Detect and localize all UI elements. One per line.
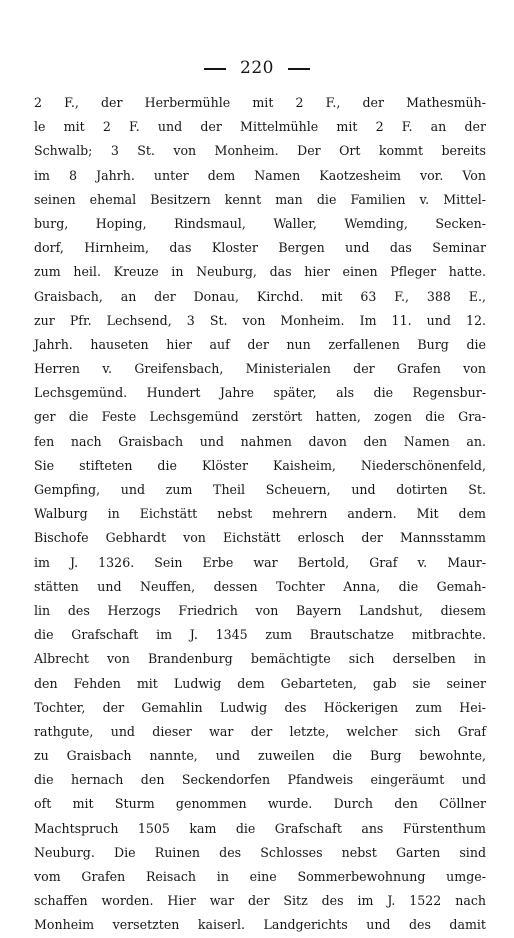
text-line: Bischofe Gebhardt von Eichstätt erlosch der Mannsstamm [34,530,486,546]
text-line: Gempfing, und zum Theil Scheuern, und dotirten St. [34,482,486,497]
text-line: Jahrh. hauseten hier auf der nun zerfallenen Burg die [34,336,486,352]
text-line: zur Pfr. Lechsend, 3 St. von Monheim. Im 11. und 12. [34,312,486,328]
right-dash [288,68,310,70]
text-line: den Fehden mit Ludwig dem Gebarteten, gab sie seiner [34,675,486,691]
text-line: le mit 2 F. und der Mittelmühle mit 2 F. an der [34,119,486,135]
text-line: lin des Herzogs Friedrich von Bayern Landshut, diesem [34,602,486,618]
text-line: rathgute, und dieser war der letzte, welcher sich Graf [34,723,486,739]
text-line: vom Grafen Reisach in eine Sommerbewohnung umge- [34,869,486,884]
text-line: Monheim versetzten kaiserl. Landgerichts und des damit [34,917,486,933]
text-line: oft mit Sturm genommen wurde. Durch den Cöllner [34,796,486,812]
text-line: seinen ehemal Besitzern kennt man die Familien v. Mittel- [34,191,486,207]
text-line: 2 F., der Herbermühle mit 2 F., der Mathesmüh- [34,95,486,110]
text-line: im 8 Jahrh. unter dem Namen Kaotzesheim vor. Von [34,167,486,183]
text-line: dorf, Hirnheim, das Kloster Bergen und das Seminar [34,240,486,256]
text-line: die hernach den Seckendorfen Pfandweis eingeräumt und [34,772,486,788]
text-line: Schwalb; 3 St. von Monheim. Der Ort kommt bereits [34,143,486,159]
text-line: Lechsgemünd. Hundert Jahre später, als die Regensbur- [34,385,486,401]
text-line: Albrecht von Brandenburg bemächtigte sich derselben in [34,651,486,667]
page-header [0,58,514,78]
text-line: Graisbach, an der Donau, Kirchd. mit 63 F., 388 E., [34,288,486,304]
text-line: im J. 1326. Sein Erbe war Bertold, Graf v. Maur- [34,554,486,570]
left-dash [204,68,226,70]
text-line: Walburg in Eichstätt nebst mehrern andern. Mit dem [34,506,486,522]
text-line: zum heil. Kreuze in Neuburg, das hier einen Pfleger hatte. [34,264,486,280]
text-line: fen nach Graisbach und nahmen davon den Namen an. [34,433,486,449]
text-line: burg, Hoping, Rindsmaul, Waller, Wemding, Secken- [34,215,486,231]
text-line: Herren v. Greifensbach, Ministerialen der Grafen von [34,361,486,377]
page-number: 220 [240,58,274,78]
text-line: Tochter, der Gemahlin Ludwig des Höckerigen zum Hei- [34,699,486,715]
text-line: Neuburg. Die Ruinen des Schlosses nebst Garten sind [34,844,486,860]
text-line: stätten und Neuffen, dessen Tochter Anna, die Gemah- [34,578,486,594]
text-line: die Grafschaft im J. 1345 zum Brautschatze mitbrachte. [34,627,486,643]
text-line: Sie stifteten die Klöster Kaisheim, Niederschönenfeld, [34,457,486,473]
text-line: schaffen worden. Hier war der Sitz des im J. 1522 nach [34,893,486,909]
body-text [34,91,486,938]
text-line: zu Graisbach nannte, und zuweilen die Burg bewohnte, [34,748,486,764]
text-line: Machtspruch 1505 kam die Grafschaft ans Fürstenthum [34,820,486,836]
text-line: ger die Feste Lechsgemünd zerstört hatten, zogen die Gra- [34,409,486,425]
